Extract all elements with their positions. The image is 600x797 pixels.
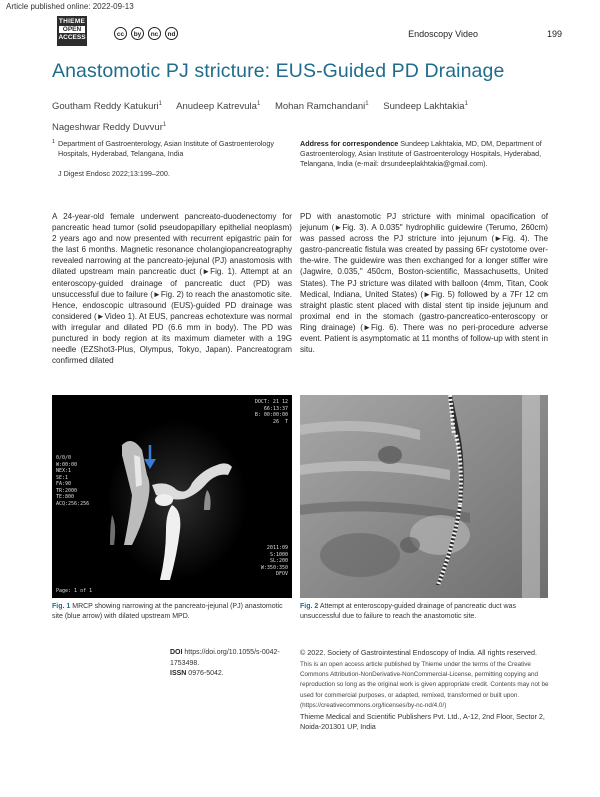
figure-1-mrcp-image[interactable] (52, 395, 292, 598)
noncommercial-icon[interactable]: nc (148, 27, 161, 40)
figure-2-label: Fig. 2 (300, 603, 319, 610)
correspondence (300, 139, 550, 169)
noderivatives-icon[interactable]: nd (165, 27, 178, 40)
author[interactable]: Anudeep Katrevula$^1$ (176, 101, 261, 113)
author[interactable]: Sundeep Lakhtakia$^1$ (383, 101, 468, 113)
author[interactable]: Goutham Reddy Katukuri$^1$ (52, 101, 163, 113)
doi-issn-block: DOI https://doi.org/10.1055/s-0042-1753498. ISSN 0976-5042. (170, 649, 280, 677)
scan-page-indicator: Page: 1 of 1 (56, 587, 93, 594)
copyright: © 2022. Society of Gastrointestinal Endoscopy of India. All rights reserved. (300, 648, 538, 657)
doi-link[interactable]: https://doi.org/10.1055/s-0042-1753498. (170, 649, 280, 667)
correspondence-label: Address for correspondence (300, 139, 399, 148)
figure-2-fluoroscopy-image[interactable] (300, 395, 548, 598)
cc-license-icon[interactable]: cc (114, 27, 127, 40)
fluoroscopy-graphic (300, 395, 548, 598)
logo-line-3: ACCESS (58, 34, 86, 41)
logo-line-1: THIEME (58, 18, 86, 25)
by-attribution-icon[interactable]: by (131, 27, 144, 40)
scan-metadata-right: 2011:09 S:1000 SL:200 W:350:350 DFOV (260, 545, 288, 577)
issn: 0976-5042. (188, 670, 224, 677)
scan-metadata-top: DOCT: 21 12 66:13:37 B: 00:00:00 26 T (254, 399, 288, 425)
figure-2-caption: Fig. 2 Attempt at enteroscopy-guided drainage of pancreatic duct was unsuccessful due to failure to reach the anastomotic site. (300, 603, 516, 620)
license-text: This is an open access article published by Thieme under the terms of the Creative Commons Attribution-NonDerivative-NonCommercial-License, permitting copying and reproduction so long as the original work is given appropriate credit. Contents may not be used for commercial purposes, or adapted, remixed, transformed or built upon. (https://creativecommons.org/licenses/by-nc-nd/4.0/) (300, 660, 549, 710)
author[interactable]: Mohan Ramchandani$^1$ (274, 101, 369, 113)
article-title: Anastomotic PJ stricture: EUS-Guided PD Drainage (52, 60, 505, 82)
publisher-address: Thieme Medical and Scientific Publishers Pvt. Ltd., A-12, 2nd Floor, Sector 2, Noida-201301 UP, India (300, 711, 545, 732)
thieme-open-access-logo[interactable] (57, 16, 87, 46)
correspondence-text: Sundeep Lakhtakia, MD, DM, Department of Gastroenterology, Asian Institute of Gastroenterology Hospitals, Hyderabad, Telangana, India (e-mail: drsundeeplakhtakia@gmail.com). (300, 139, 542, 168)
citation: J Digest Endosc 2022;13:199–200. (58, 169, 170, 178)
journal-section: Endoscopy Video (408, 29, 478, 39)
author[interactable]: Nageshwar Reddy Duvvur$^1$ (52, 122, 167, 134)
author-list (52, 95, 552, 137)
figure-1-caption: Fig. 1 MRCP showing narrowing at the pancreato-jejunal (PJ) anastomotic site (blue arrow) with dilated upstream MPD. (52, 603, 283, 620)
logo-line-2: OPEN (59, 26, 85, 33)
figure-1-label: Fig. 1 (52, 603, 71, 610)
published-date: Article published online: 2022-09-13 (6, 2, 134, 11)
affiliation: 1 Department of Gastroenterology, Asian Institute of Gastroenterology Hospitals, Hyderabad, Telangana, India (52, 139, 275, 158)
page-number: 199 (546, 29, 562, 39)
scan-metadata-left: 0/0/0 W:00:00 NEX:1 SE:1 FA:90 TR:2000 TE:800 ACQ:256:256 (56, 455, 90, 507)
body-text-left: A 24-year-old female underwent pancreato-duodenectomy for pancreatic head tumor (solid pseudopapillary epithelial neoplasm) 2 years ago and now presented with recurrent epigastric pain for the last 6 months. Magnetic resonance cholangiopancreatography revealed narrowing at the pancreato-jejunal (PJ) anastomosis with dilated upstream main pancreatic duct (►Fig. 1). Attempt at an enteroscopy-guided drainage of pancreatic duct (PD) was unsuccessful due to failure (►Fig. 2) to reach the anastomotic site. Hence, endoscopic ultrasound (EUS)-guided PD drainage was considered (►Video 1). At EUS, pancreas echotexture was normal with irregular and dilated PD (6.6 mm in body). The PD was punctured in body region at its maximum diameter with a 19G needle (EZShot3-Plus, Olympus, Tokyo, Japan). Pancreatogram confirmed dilated (52, 212, 292, 366)
body-text-right: PD with anastomotic PJ stricture with minimal opacification of jejunum (►Fig. 3). A 0.035" hydrophilic guidewire (Terumo, 260cm) was passed across the PJ stricture into jejunum (►Fig. 4). The gastro-pancreatic fistula was created by passing 6Fr cystotome over-the-wire. The guidewire was then exchanged for a longer stiffer wire (Jagwire, 0.035," 450cm, Boston-scientific, Massachusetts, United States). The PJ stricture was dilated with balloon (4mm, Titan, Cook Medical, Indiana, United States) (►Fig. 5) followed by a 7Fr 12 cm straight plastic stent placed with distal stent tip inside jejunum and proximal end in the stomach (gastro-pancreatico-enteroscopy or Ring drainage) (►Fig. 6). There was no peri-procedure adverse event. Patient is asymptomatic at 11 months of follow-up with stent in situ. (300, 212, 548, 355)
copyright-block (300, 648, 550, 733)
